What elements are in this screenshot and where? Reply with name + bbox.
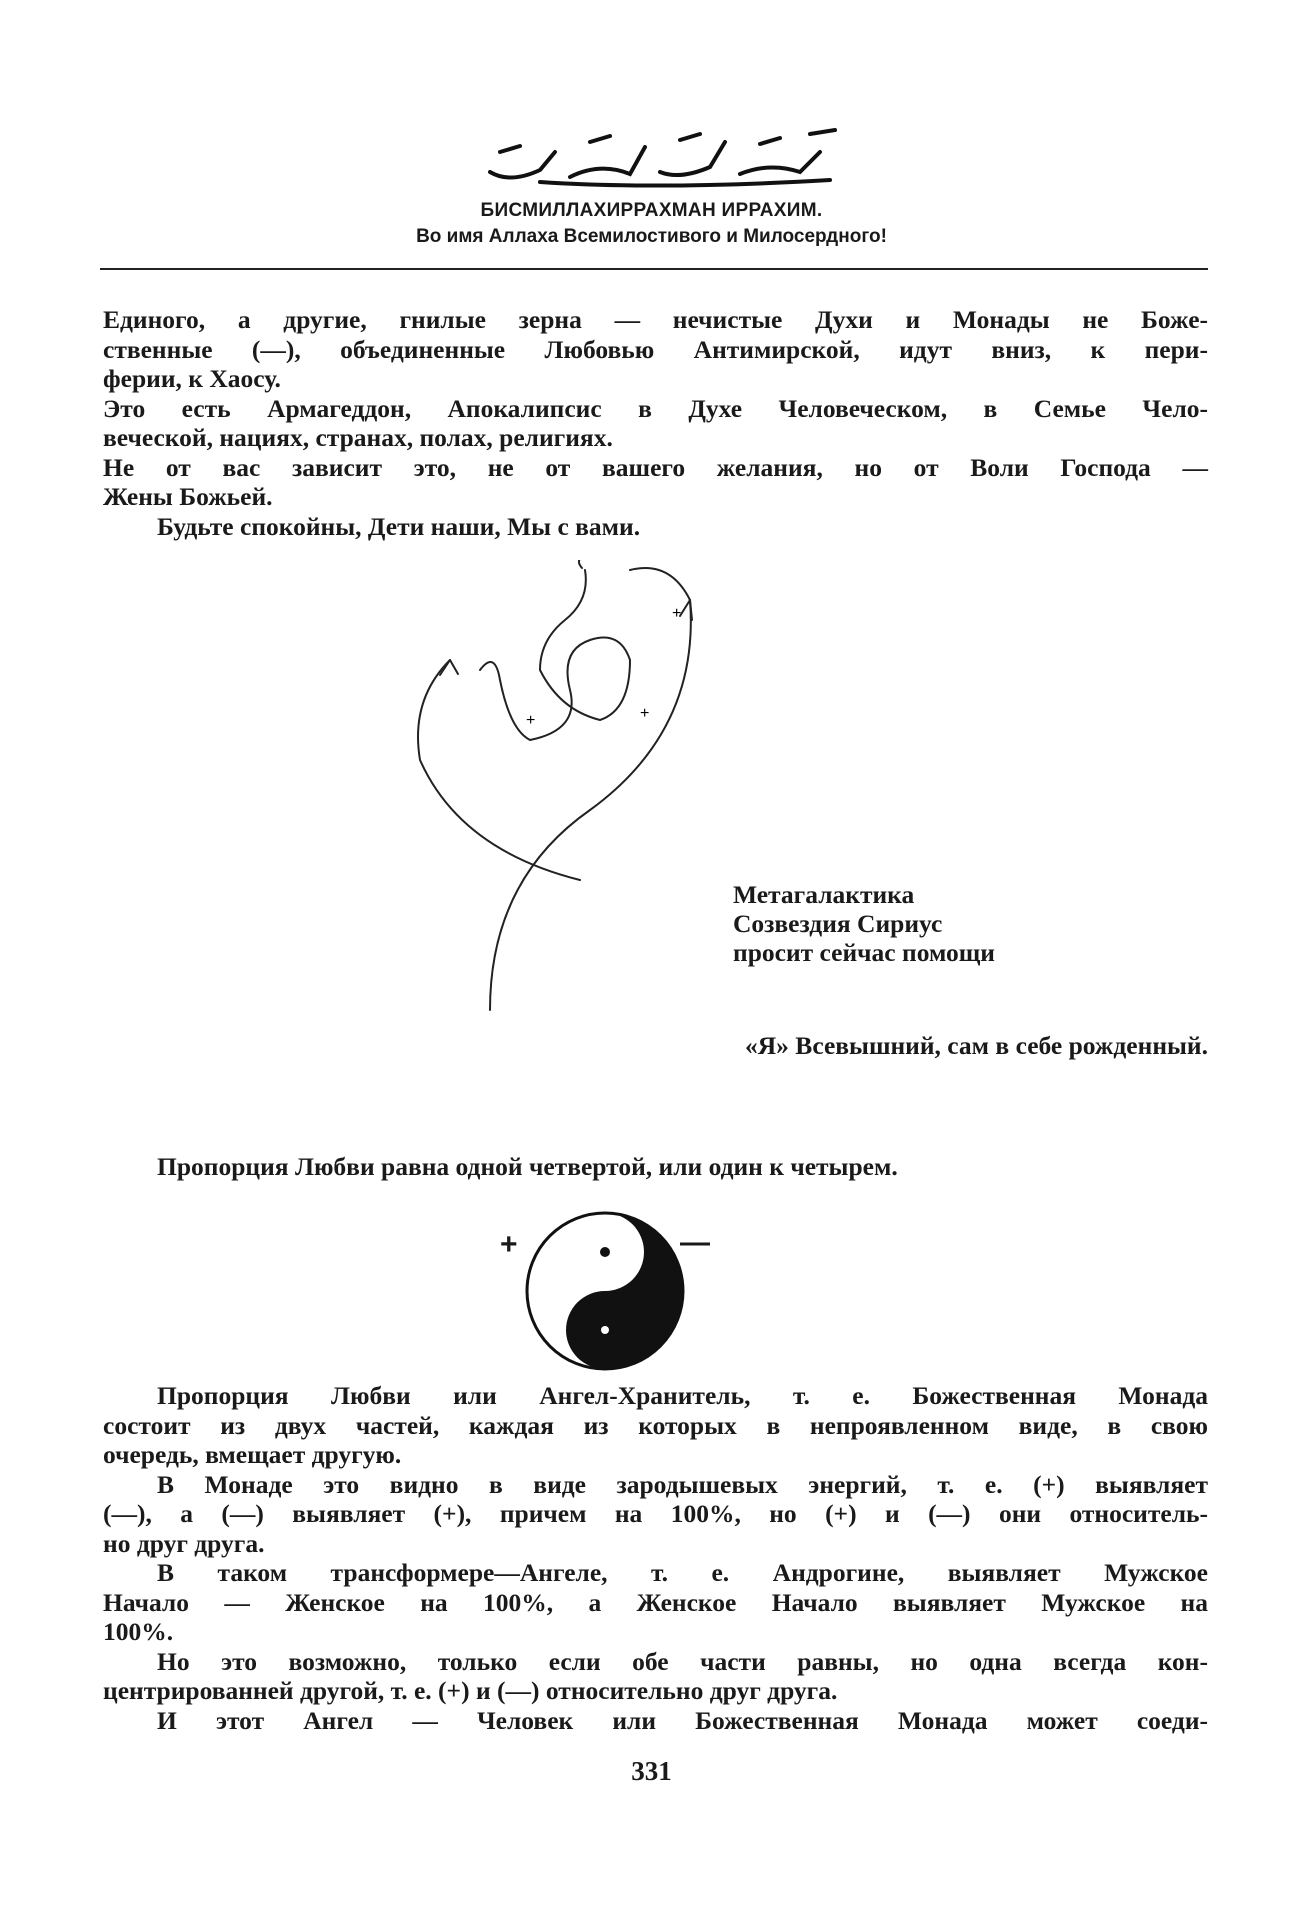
plus-sign: + [526, 712, 536, 729]
page-number: 331 [631, 1756, 672, 1786]
text-line: ственные (—), объединенные Любовью Антимирской, идут вниз, к пери- [103, 334, 1208, 364]
caption-line: Созвездия Сириус [733, 909, 943, 938]
ya-line: «Я» Всевышний, сам в себе рожденный. [745, 1031, 1208, 1060]
text-line: но друг друга. [103, 1528, 265, 1558]
caption-line: просит сейчас помощи [733, 938, 995, 967]
text-line: Начало — Женское на 100%, а Женское Начало выявляет Мужское на [103, 1587, 1208, 1617]
paragraph-1 [103, 305, 1208, 541]
text-line: 100%. [103, 1617, 174, 1646]
proportion-line: Пропорция Любви равна одной четвертой, или один к четырем. [157, 1152, 898, 1181]
plus-sign: + [500, 1228, 518, 1261]
text-line: Будьте спокойны, Дети наши, Мы с вами. [157, 511, 641, 541]
text-line: центрированней другой, т. е. (+) и (—) относительно друг друга. [103, 1676, 838, 1705]
yin-yang-icon [522, 1208, 688, 1374]
header-subtitle: Во имя Аллаха Всемилостивого и Милосердного! [416, 226, 887, 247]
text-line: Единого, а другие, гнилые зерна — нечистые Духи и Монады не Боже- [103, 305, 1208, 334]
plus-sign: + [672, 605, 682, 622]
text-line: состоит из двух частей, каждая из которых в непроявленном виде, в свою [103, 1410, 1208, 1440]
text-line: В Монаде это видно в виде зародышевых энергий, т. е. (+) выявляет [157, 1469, 1208, 1499]
text-line: Это есть Армагеддон, Апокалипсис в Духе Человеческом, в Семье Чело- [103, 393, 1208, 423]
caption-line: Метагалактика [733, 880, 915, 909]
text-line: ферии, к Хаосу. [103, 364, 281, 393]
figure-caption [733, 880, 995, 967]
header-title: БИСМИЛЛАХИРРАХМАН ИРРАХИМ. [480, 200, 823, 221]
text-line: очередь, вмещает другую. [103, 1440, 402, 1469]
plus-sign: + [640, 705, 650, 722]
text-line: (—), а (—) выявляет (+), причем на 100%, но (+) и (—) они относитель- [103, 1499, 1208, 1528]
text-line: Не от вас зависит это, не от вашего желания, но от Воли Господа — [103, 452, 1208, 482]
text-line: В таком трансформере—Ангеле, т. е. Андрогине, выявляет Мужское [157, 1558, 1208, 1587]
paragraph-2 [103, 1381, 1208, 1735]
text-line: веческой, нациях, странах, полах, религиях. [103, 423, 613, 452]
arabic-calligraphy [480, 122, 850, 192]
minus-sign: — [680, 1226, 710, 1259]
text-line: Пропорция Любви или Ангел-Хранитель, т. е. Божественная Монада [157, 1381, 1208, 1410]
text-line: И этот Ангел — Человек или Божественная Монада может соеди- [157, 1705, 1208, 1735]
header-divider [100, 268, 1208, 270]
text-line: Жены Божьей. [103, 482, 273, 511]
text-line: Но это возможно, только если обе части равны, но одна всегда кон- [157, 1646, 1208, 1676]
